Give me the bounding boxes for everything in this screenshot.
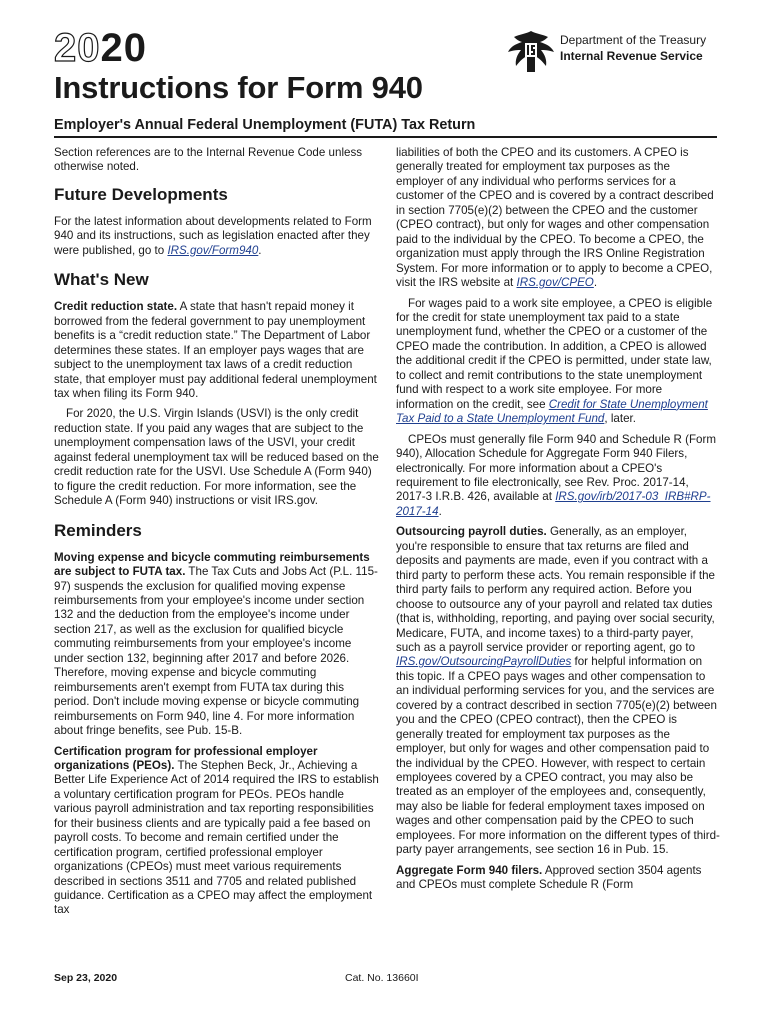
aggregate-filers-paragraph <box>396 864 720 893</box>
cpeo-text: liabilities of both the CPEO and its customers. A CPEO is generally treated for employment tax purposes as the employer of any individual who performs services for a customer of the CPEO and is covered by a contract described in section 7705(e)(2) between the CPEO and the customer (CPEO contract), but only for wages and other compensation paid to the individual by the CPEO. To become a CPEO, the organization must apply through the IRS Online Registration System. For more information or to apply to become a CPEO, visit the IRS website at <box>396 146 714 290</box>
page-title: Instructions for Form 940 <box>54 70 423 105</box>
moving-expense-lead: Moving expense and bicycle commuting reimbursements are subject to FUTA tax. <box>54 550 370 579</box>
aggregate-filers-lead: Aggregate Form 940 filers. <box>396 863 543 877</box>
cpeo-file-end: . <box>438 504 442 518</box>
intro-paragraph: Section references are to the Internal Revenue Code unless otherwise noted. <box>54 146 363 174</box>
whats-new-heading: What's New <box>54 270 149 290</box>
cpeo-liabilities-paragraph <box>396 146 720 291</box>
credit-reduction-paragraph <box>54 300 380 401</box>
credit-reduction-lead: Credit reduction state. <box>54 300 178 314</box>
outsourcing-text-1: Generally, as an employer, you're responsible to ensure that tax returns are filed and deposits and payments are made, even if you contract with a third party to perform these acts. You remain responsible if the third party fails to perform any required action. Before you choose to outsource any of your payroll and related tax duties (that is, withholding, reporting, and paying over social security, Medicare, FUTA, and income taxes) to a third-party payer, such as a payroll service provider or reporting agent, go to <box>396 525 715 654</box>
cpeo-file-paragraph <box>396 433 720 520</box>
work-site-paragraph <box>396 297 720 427</box>
state-unemployment-credit-link[interactable]: Credit for State Unemployment Tax Paid to a State Unemployment Fund <box>396 397 708 426</box>
form940-link[interactable]: IRS.gov/Form940 <box>167 243 259 257</box>
certification-lead: Certification program for professional employer organizations (PEOs). <box>54 744 318 772</box>
moving-expense-text: The Tax Cuts and Jobs Act (P.L. 115-97) suspends the exclusion for qualified moving expense reimbursements from your employee's income under section 132 and the deduction from the employee's income under section 217, as well as the exclusion for qualified bicycle commuting reimbursements from your employee's income under section 132, beginning after 2017 and before 2026. Therefore, moving expense and bicycle commuting reimbursements aren't exempt from FUTA tax during this period. Don't include moving expense or bicycle commuting reimbursements on Form 940, line 4. For more information about fringe benefits, see Pub. 15-B. <box>54 565 378 738</box>
certification-text: The Stephen Beck, Jr., Achieving a Better Life Experience Act of 2014 required the IRS to establish a voluntary certification program for PEOs. PEOs handle various payroll administration and tax reporting responsibilities for their business clients and are typically paid a fee based on payroll costs. To become and remain certified under the certification program, certified professional employer organizations (CPEOs) must meet various requirements described in sections 3511 and 7705 and related published guidance. Certification as a CPEO may affect the employment tax <box>54 758 379 917</box>
catalog-number: Cat. No. 13660I <box>345 972 419 984</box>
outsourcing-paragraph <box>396 525 720 857</box>
year-solid: 20 <box>100 26 147 70</box>
form-year <box>54 26 147 70</box>
reminders-heading: Reminders <box>54 520 142 540</box>
credit-reduction-text: A state that hasn't repaid money it borrowed from the federal government to pay unemployment benefits is a “credit reduction state.” The Department of Labor determines these states. If an employer pays wages that are subject to the unemployment tax laws of a credit reduction state, that employer must pay additional federal unemployment tax when filing its Form 940. <box>54 300 377 400</box>
future-end: . <box>258 243 262 257</box>
irs-eagle-logo-icon <box>506 28 556 74</box>
cpeo-end: . <box>593 276 598 290</box>
cpeo-link[interactable]: IRS.gov/CPEO <box>516 276 594 290</box>
right-column <box>396 146 720 893</box>
usvi-paragraph: For 2020, the U.S. Virgin Islands (USVI) is the only credit reduction state. If you paid any wages that are subject to the unemployment compensation laws of the USVI, your credit against federal unemployment tax will be reduced based on the credit reduction rate for the USVI. Use Schedule A (Form 940) to figure the credit reduction. For more information, see the Schedule A (Form 940) instructions or visit IRS.gov. <box>54 407 379 508</box>
agency-department: Department of the Treasury <box>560 33 707 47</box>
outsourcing-lead: Outsourcing payroll duties. <box>396 525 547 539</box>
footer-date: Sep 23, 2020 <box>54 972 118 984</box>
work-site-end: , later. <box>604 412 636 426</box>
year-outline: 20 <box>54 26 101 70</box>
aggregate-filers-text: Approved section 3504 agents and CPEOs must complete Schedule R (Form <box>396 863 702 892</box>
cpeo-file-text: CPEOs must generally file Form 940 and Schedule R (Form 940), Allocation Schedule for Aggregate Form 940 Filers, electronically. For more information about a CPEO's requirement to file electronically, see Rev. Proc. 2017-14, 2017-3 I.R.B. 426, available at <box>396 432 716 504</box>
agency-block <box>560 32 706 64</box>
form-subtitle: Employer's Annual Federal Unemployment (FUTA) Tax Return <box>54 117 476 133</box>
moving-expense-paragraph <box>54 551 380 739</box>
header-rule <box>54 136 717 138</box>
future-developments-heading: Future Developments <box>54 184 228 204</box>
rev-proc-link[interactable]: IRS.gov/irb/2017-03_IRB#RP-2017-14 <box>396 490 711 518</box>
agency-irs: Internal Revenue Service <box>560 49 703 63</box>
outsourcing-text-2: for helpful information on this topic. If a CPEO pays wages and other compensation to an individual performing services for you, and the services are covered by a contract described in section 7705(e)(2) between you and the CPEO (CPEO contract), then the CPEO is generally treated for employment tax purposes as the employer, but only for wages and other compensation paid to the individual by the CPEO. However, with respect to certain employees covered by a CPEO contract, you may also be treated as an employer of the employees and, consequently, may also be liable for federal employment taxes imposed on wages and other compensation paid by the CPEO to such employees. For more information on the different types of third-party payer arrangements, see section 16 in Pub. 15. <box>396 655 720 857</box>
left-column <box>54 146 380 918</box>
future-developments-paragraph <box>54 215 380 258</box>
outsourcing-link[interactable]: IRS.gov/OutsourcingPayrollDuties <box>396 655 572 669</box>
future-text: For the latest information about developments related to Form 940 and its instructions, such as legislation enacted after they were published, go to <box>54 214 372 257</box>
work-site-text: For wages paid to a work site employee, a CPEO is eligible for the credit for state unemployment tax paid to a state unemployment fund, whether the CPEO or a customer of the CPEO made the contribution. In addition, a CPEO is allowed the additional credit if the CPEO is permitted, under state law, to collect and remit contributions to the state unemployment fund with respect to a work site employee. For more information on the credit, see <box>396 296 713 411</box>
certification-paragraph <box>54 745 380 918</box>
